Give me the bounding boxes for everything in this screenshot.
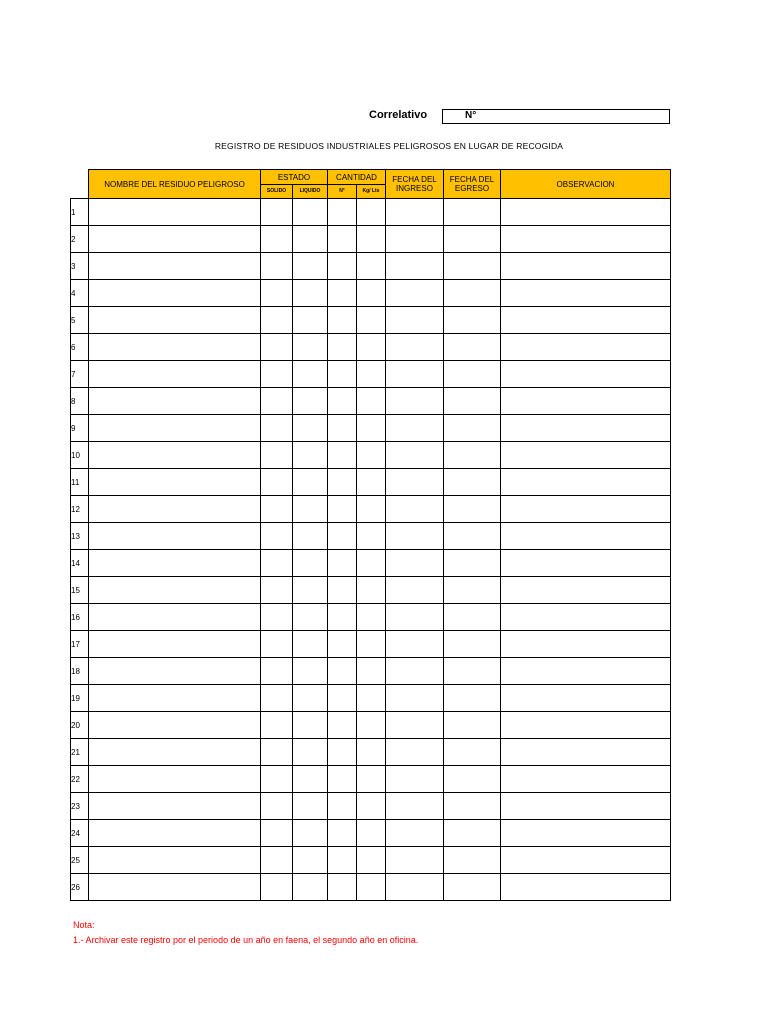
observacion-cell[interactable] [501, 226, 671, 253]
cantidad-kg-cell[interactable] [357, 550, 386, 577]
row-number: 19 [71, 685, 89, 712]
row-number: 21 [71, 739, 89, 766]
liquido-cell[interactable] [293, 766, 328, 793]
nombre-cell[interactable] [89, 469, 261, 496]
fecha-ingreso-cell[interactable] [386, 631, 444, 658]
solido-cell[interactable] [261, 658, 293, 685]
row-number: 16 [71, 604, 89, 631]
nombre-cell[interactable] [89, 334, 261, 361]
liquido-cell[interactable] [293, 253, 328, 280]
nombre-cell[interactable] [89, 577, 261, 604]
row-number: 10 [71, 442, 89, 469]
solido-cell[interactable] [261, 523, 293, 550]
fecha-ingreso-cell[interactable] [386, 226, 444, 253]
cantidad-kg-cell[interactable] [357, 442, 386, 469]
nombre-cell[interactable] [89, 307, 261, 334]
row-number: 11 [71, 469, 89, 496]
fecha-ingreso-cell[interactable] [386, 415, 444, 442]
nombre-cell[interactable] [89, 253, 261, 280]
correlativo-field[interactable] [442, 109, 670, 124]
liquido-cell[interactable] [293, 361, 328, 388]
liquido-cell[interactable] [293, 577, 328, 604]
cantidad-kg-cell[interactable] [357, 361, 386, 388]
fecha-egreso-cell[interactable] [444, 847, 501, 874]
liquido-cell[interactable] [293, 793, 328, 820]
col-estado-header: ESTADO [261, 170, 328, 185]
col-fecha-ingreso-header [386, 170, 444, 199]
row-number: 24 [71, 820, 89, 847]
observacion-cell[interactable] [501, 388, 671, 415]
fecha-egreso-cell[interactable] [444, 469, 501, 496]
fecha-egreso-cell[interactable] [444, 712, 501, 739]
solido-cell[interactable] [261, 496, 293, 523]
table-row [71, 631, 671, 658]
observacion-cell[interactable] [501, 550, 671, 577]
solido-cell[interactable] [261, 415, 293, 442]
fecha-egreso-cell[interactable] [444, 199, 501, 226]
fecha-egreso-cell[interactable] [444, 658, 501, 685]
col-fecha-egreso-header [444, 170, 501, 199]
cantidad-n-cell[interactable] [328, 793, 357, 820]
nombre-cell[interactable] [89, 712, 261, 739]
liquido-cell[interactable] [293, 847, 328, 874]
fecha-ingreso-cell[interactable] [386, 199, 444, 226]
table-row [71, 226, 671, 253]
observacion-cell[interactable] [501, 280, 671, 307]
cantidad-kg-cell[interactable] [357, 388, 386, 415]
liquido-cell[interactable] [293, 523, 328, 550]
cantidad-n-cell[interactable] [328, 604, 357, 631]
liquido-cell[interactable] [293, 334, 328, 361]
fecha-ingreso-cell[interactable] [386, 523, 444, 550]
solido-cell[interactable] [261, 739, 293, 766]
fecha-ingreso-cell[interactable] [386, 469, 444, 496]
cantidad-kg-cell[interactable] [357, 226, 386, 253]
correlativo-label: Correlativo [369, 109, 428, 121]
cantidad-n-cell[interactable] [328, 577, 357, 604]
row-number: 2 [71, 226, 89, 253]
observacion-cell[interactable] [501, 496, 671, 523]
fecha-egreso-cell[interactable] [444, 361, 501, 388]
observacion-cell[interactable] [501, 577, 671, 604]
fecha-ingreso-line2: INGRESO [396, 184, 433, 193]
fecha-ingreso-cell[interactable] [386, 496, 444, 523]
row-number: 3 [71, 253, 89, 280]
cantidad-n-cell[interactable] [328, 226, 357, 253]
cantidad-n-cell[interactable] [328, 550, 357, 577]
cantidad-n-cell[interactable] [328, 469, 357, 496]
nombre-cell[interactable] [89, 280, 261, 307]
observacion-cell[interactable] [501, 361, 671, 388]
table-row [71, 334, 671, 361]
nombre-cell[interactable] [89, 685, 261, 712]
table-row [71, 469, 671, 496]
fecha-ingreso-cell[interactable] [386, 658, 444, 685]
liquido-cell[interactable] [293, 226, 328, 253]
cantidad-kg-cell[interactable] [357, 307, 386, 334]
observacion-cell[interactable] [501, 469, 671, 496]
row-number: 23 [71, 793, 89, 820]
fecha-ingreso-cell[interactable] [386, 388, 444, 415]
nombre-cell[interactable] [89, 496, 261, 523]
cantidad-n-cell[interactable] [328, 874, 357, 901]
table-row [71, 847, 671, 874]
nombre-cell[interactable] [89, 415, 261, 442]
cantidad-kg-cell[interactable] [357, 469, 386, 496]
observacion-cell[interactable] [501, 334, 671, 361]
observacion-cell[interactable] [501, 766, 671, 793]
cantidad-n-cell[interactable] [328, 415, 357, 442]
col-liquido-header: LIQUIDO [293, 185, 328, 199]
fecha-egreso-cell[interactable] [444, 874, 501, 901]
liquido-cell[interactable] [293, 712, 328, 739]
table-row [71, 820, 671, 847]
nombre-cell[interactable] [89, 199, 261, 226]
table-row [71, 307, 671, 334]
solido-cell[interactable] [261, 550, 293, 577]
row-number: 25 [71, 847, 89, 874]
row-number: 26 [71, 874, 89, 901]
observacion-cell[interactable] [501, 847, 671, 874]
cantidad-kg-cell[interactable] [357, 793, 386, 820]
solido-cell[interactable] [261, 442, 293, 469]
nombre-cell[interactable] [89, 604, 261, 631]
corner-cell [71, 170, 89, 199]
table-row [71, 550, 671, 577]
col-nombre-header: NOMBRE DEL RESIDUO PELIGROSO [89, 170, 261, 199]
numero-label: N° [465, 110, 477, 121]
cantidad-n-cell[interactable] [328, 766, 357, 793]
table-row [71, 388, 671, 415]
nombre-cell[interactable] [89, 226, 261, 253]
cantidad-n-cell[interactable] [328, 820, 357, 847]
col-cantidad-kg-header: Kg/ Lts [357, 185, 386, 199]
liquido-cell[interactable] [293, 280, 328, 307]
cantidad-kg-cell[interactable] [357, 496, 386, 523]
fecha-ingreso-cell[interactable] [386, 766, 444, 793]
table-row [71, 577, 671, 604]
nombre-cell[interactable] [89, 523, 261, 550]
cantidad-n-cell[interactable] [328, 631, 357, 658]
nombre-cell[interactable] [89, 847, 261, 874]
fecha-egreso-cell[interactable] [444, 766, 501, 793]
solido-cell[interactable] [261, 280, 293, 307]
row-number: 6 [71, 334, 89, 361]
cantidad-n-cell[interactable] [328, 334, 357, 361]
row-number: 20 [71, 712, 89, 739]
row-number: 17 [71, 631, 89, 658]
cantidad-n-cell[interactable] [328, 658, 357, 685]
fecha-ingreso-cell[interactable] [386, 550, 444, 577]
table-row [71, 361, 671, 388]
nota-line-1: 1.- Archivar este registro por el periodo de un año en faena, el segundo año en oficina. [73, 935, 419, 945]
nombre-cell[interactable] [89, 388, 261, 415]
cantidad-n-cell[interactable] [328, 253, 357, 280]
cantidad-n-cell[interactable] [328, 280, 357, 307]
observacion-cell[interactable] [501, 739, 671, 766]
fecha-ingreso-cell[interactable] [386, 793, 444, 820]
solido-cell[interactable] [261, 307, 293, 334]
row-number: 5 [71, 307, 89, 334]
fecha-ingreso-cell[interactable] [386, 685, 444, 712]
cantidad-kg-cell[interactable] [357, 577, 386, 604]
solido-cell[interactable] [261, 199, 293, 226]
liquido-cell[interactable] [293, 415, 328, 442]
solido-cell[interactable] [261, 874, 293, 901]
registro-table [70, 169, 671, 901]
fecha-ingreso-cell[interactable] [386, 577, 444, 604]
cantidad-kg-cell[interactable] [357, 739, 386, 766]
row-number: 22 [71, 766, 89, 793]
fecha-ingreso-cell[interactable] [386, 820, 444, 847]
nombre-cell[interactable] [89, 550, 261, 577]
fecha-ingreso-cell[interactable] [386, 280, 444, 307]
solido-cell[interactable] [261, 334, 293, 361]
cantidad-kg-cell[interactable] [357, 199, 386, 226]
fecha-ingreso-line1: FECHA DEL [392, 175, 437, 184]
cantidad-n-cell[interactable] [328, 442, 357, 469]
observacion-cell[interactable] [501, 442, 671, 469]
fecha-egreso-cell[interactable] [444, 388, 501, 415]
fecha-egreso-cell[interactable] [444, 685, 501, 712]
fecha-ingreso-cell[interactable] [386, 739, 444, 766]
observacion-cell[interactable] [501, 415, 671, 442]
nombre-cell[interactable] [89, 658, 261, 685]
cantidad-kg-cell[interactable] [357, 658, 386, 685]
cantidad-kg-cell[interactable] [357, 523, 386, 550]
table-row [71, 874, 671, 901]
cantidad-kg-cell[interactable] [357, 766, 386, 793]
nota-block [73, 918, 418, 948]
cantidad-n-cell[interactable] [328, 685, 357, 712]
fecha-egreso-cell[interactable] [444, 523, 501, 550]
fecha-egreso-line1: FECHA DEL [449, 175, 495, 184]
row-number: 13 [71, 523, 89, 550]
fecha-ingreso-cell[interactable] [386, 874, 444, 901]
fecha-egreso-cell[interactable] [444, 550, 501, 577]
solido-cell[interactable] [261, 388, 293, 415]
observacion-cell[interactable] [501, 199, 671, 226]
fecha-egreso-cell[interactable] [444, 280, 501, 307]
table-row [71, 712, 671, 739]
cantidad-kg-cell[interactable] [357, 874, 386, 901]
row-number: 9 [71, 415, 89, 442]
liquido-cell[interactable] [293, 469, 328, 496]
fecha-egreso-cell[interactable] [444, 739, 501, 766]
cantidad-kg-cell[interactable] [357, 685, 386, 712]
cantidad-n-cell[interactable] [328, 388, 357, 415]
table-row [71, 199, 671, 226]
nombre-cell[interactable] [89, 793, 261, 820]
liquido-cell[interactable] [293, 496, 328, 523]
solido-cell[interactable] [261, 253, 293, 280]
nombre-cell[interactable] [89, 766, 261, 793]
cantidad-kg-cell[interactable] [357, 712, 386, 739]
fecha-egreso-line2: EGRESO [454, 184, 490, 193]
fecha-ingreso-cell[interactable] [386, 307, 444, 334]
cantidad-n-cell[interactable] [328, 847, 357, 874]
fecha-egreso-cell[interactable] [444, 334, 501, 361]
table-row [71, 658, 671, 685]
fecha-egreso-cell[interactable] [444, 415, 501, 442]
fecha-ingreso-cell[interactable] [386, 604, 444, 631]
observacion-cell[interactable] [501, 874, 671, 901]
observacion-cell[interactable] [501, 712, 671, 739]
cantidad-n-cell[interactable] [328, 712, 357, 739]
document-title: REGISTRO DE RESIDUOS INDUSTRIALES PELIGROSOS EN LUGAR DE RECOGIDA [214, 141, 564, 151]
liquido-cell[interactable] [293, 307, 328, 334]
cantidad-kg-cell[interactable] [357, 847, 386, 874]
table-row [71, 685, 671, 712]
fecha-egreso-cell[interactable] [444, 604, 501, 631]
fecha-egreso-cell[interactable] [444, 226, 501, 253]
cantidad-kg-cell[interactable] [357, 631, 386, 658]
fecha-ingreso-cell[interactable] [386, 847, 444, 874]
solido-cell[interactable] [261, 712, 293, 739]
col-observacion-header: OBSERVACION [501, 170, 671, 199]
fecha-egreso-cell[interactable] [444, 577, 501, 604]
solido-cell[interactable] [261, 631, 293, 658]
row-number: 18 [71, 658, 89, 685]
row-number: 15 [71, 577, 89, 604]
nombre-cell[interactable] [89, 739, 261, 766]
table-row [71, 766, 671, 793]
liquido-cell[interactable] [293, 820, 328, 847]
table-row [71, 604, 671, 631]
cantidad-n-cell[interactable] [328, 361, 357, 388]
fecha-egreso-cell[interactable] [444, 442, 501, 469]
observacion-cell[interactable] [501, 253, 671, 280]
nombre-cell[interactable] [89, 820, 261, 847]
fecha-egreso-cell[interactable] [444, 820, 501, 847]
liquido-cell[interactable] [293, 442, 328, 469]
cantidad-n-cell[interactable] [328, 199, 357, 226]
observacion-cell[interactable] [501, 685, 671, 712]
table-row [71, 280, 671, 307]
table-row [71, 739, 671, 766]
cantidad-n-cell[interactable] [328, 739, 357, 766]
nombre-cell[interactable] [89, 874, 261, 901]
row-number: 8 [71, 388, 89, 415]
liquido-cell[interactable] [293, 739, 328, 766]
fecha-egreso-cell[interactable] [444, 793, 501, 820]
row-number: 4 [71, 280, 89, 307]
solido-cell[interactable] [261, 361, 293, 388]
col-cantidad-n-header: N° [328, 185, 357, 199]
cantidad-kg-cell[interactable] [357, 334, 386, 361]
solido-cell[interactable] [261, 469, 293, 496]
table-row [71, 253, 671, 280]
solido-cell[interactable] [261, 226, 293, 253]
solido-cell[interactable] [261, 820, 293, 847]
liquido-cell[interactable] [293, 199, 328, 226]
fecha-egreso-cell[interactable] [444, 253, 501, 280]
observacion-cell[interactable] [501, 658, 671, 685]
fecha-ingreso-cell[interactable] [386, 442, 444, 469]
fecha-ingreso-cell[interactable] [386, 253, 444, 280]
solido-cell[interactable] [261, 685, 293, 712]
observacion-cell[interactable] [501, 307, 671, 334]
observacion-cell[interactable] [501, 820, 671, 847]
liquido-cell[interactable] [293, 631, 328, 658]
cantidad-kg-cell[interactable] [357, 280, 386, 307]
cantidad-n-cell[interactable] [328, 496, 357, 523]
fecha-ingreso-cell[interactable] [386, 361, 444, 388]
liquido-cell[interactable] [293, 550, 328, 577]
cantidad-n-cell[interactable] [328, 307, 357, 334]
observacion-cell[interactable] [501, 793, 671, 820]
liquido-cell[interactable] [293, 658, 328, 685]
row-number: 12 [71, 496, 89, 523]
fecha-ingreso-cell[interactable] [386, 334, 444, 361]
observacion-cell[interactable] [501, 523, 671, 550]
cantidad-kg-cell[interactable] [357, 415, 386, 442]
solido-cell[interactable] [261, 793, 293, 820]
solido-cell[interactable] [261, 604, 293, 631]
observacion-cell[interactable] [501, 604, 671, 631]
row-number: 14 [71, 550, 89, 577]
table-row [71, 496, 671, 523]
liquido-cell[interactable] [293, 388, 328, 415]
col-solido-header: SOLIDO [261, 185, 293, 199]
table-row [71, 442, 671, 469]
cantidad-kg-cell[interactable] [357, 253, 386, 280]
fecha-ingreso-cell[interactable] [386, 712, 444, 739]
row-number: 7 [71, 361, 89, 388]
nombre-cell[interactable] [89, 361, 261, 388]
nombre-cell[interactable] [89, 442, 261, 469]
liquido-cell[interactable] [293, 874, 328, 901]
nota-label: Nota: [73, 920, 95, 930]
col-cantidad-header: CANTIDAD [328, 170, 386, 185]
cantidad-n-cell[interactable] [328, 523, 357, 550]
cantidad-kg-cell[interactable] [357, 604, 386, 631]
solido-cell[interactable] [261, 847, 293, 874]
liquido-cell[interactable] [293, 685, 328, 712]
nombre-cell[interactable] [89, 631, 261, 658]
row-number: 1 [71, 199, 89, 226]
liquido-cell[interactable] [293, 604, 328, 631]
fecha-egreso-cell[interactable] [444, 307, 501, 334]
fecha-egreso-cell[interactable] [444, 496, 501, 523]
table-row [71, 523, 671, 550]
fecha-egreso-cell[interactable] [444, 631, 501, 658]
observacion-cell[interactable] [501, 631, 671, 658]
solido-cell[interactable] [261, 766, 293, 793]
table-row [71, 793, 671, 820]
table-row [71, 415, 671, 442]
cantidad-kg-cell[interactable] [357, 820, 386, 847]
solido-cell[interactable] [261, 577, 293, 604]
